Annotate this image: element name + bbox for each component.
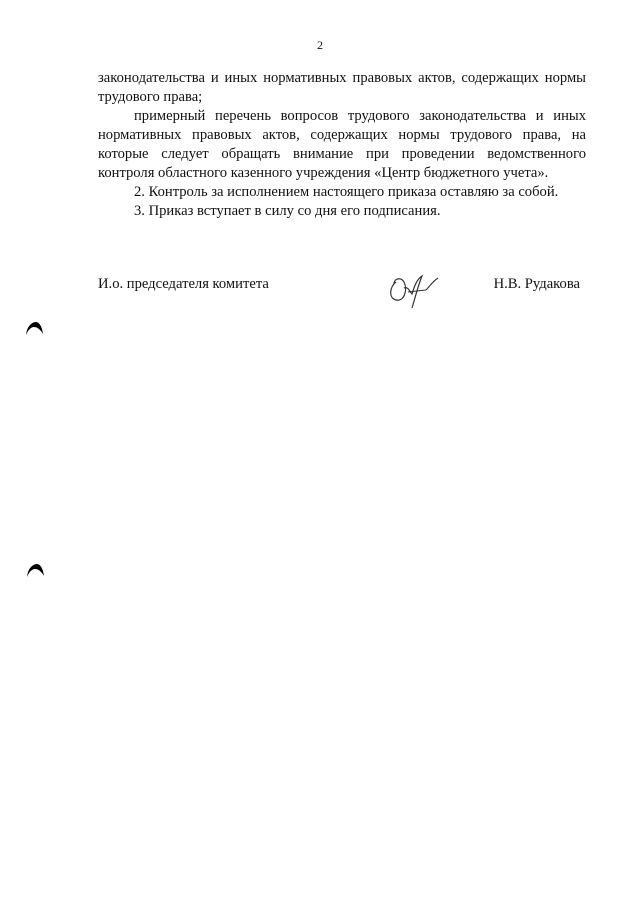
paragraph-effective-date: 3. Приказ вступает в силу со дня его подписания. <box>134 203 441 219</box>
hole-punch-mark <box>25 562 45 578</box>
hole-punch-mark <box>24 320 44 336</box>
page-number: 2 <box>317 38 323 52</box>
document-body <box>98 69 586 221</box>
paragraph-control: 2. Контроль за исполнением настоящего приказа оставляю за собой. <box>134 184 559 200</box>
signatory-name: Н.В. Рудакова <box>493 276 580 292</box>
signature-block <box>98 276 586 316</box>
paragraph-sample-list: примерный перечень вопросов трудового законодательства и иных нормативных правовых актов, содержащих нормы трудового права, на которые следует обращать внимание при проведении ведомственного контроля областного казенного учреждения «Центр бюджетного учета». <box>98 108 586 181</box>
handwritten-signature <box>382 268 446 308</box>
signatory-position: И.о. председателя комитета <box>98 276 269 292</box>
paragraph-continuation: законодательства и иных нормативных правовых актов, содержащих нормы трудового права; <box>98 70 586 105</box>
